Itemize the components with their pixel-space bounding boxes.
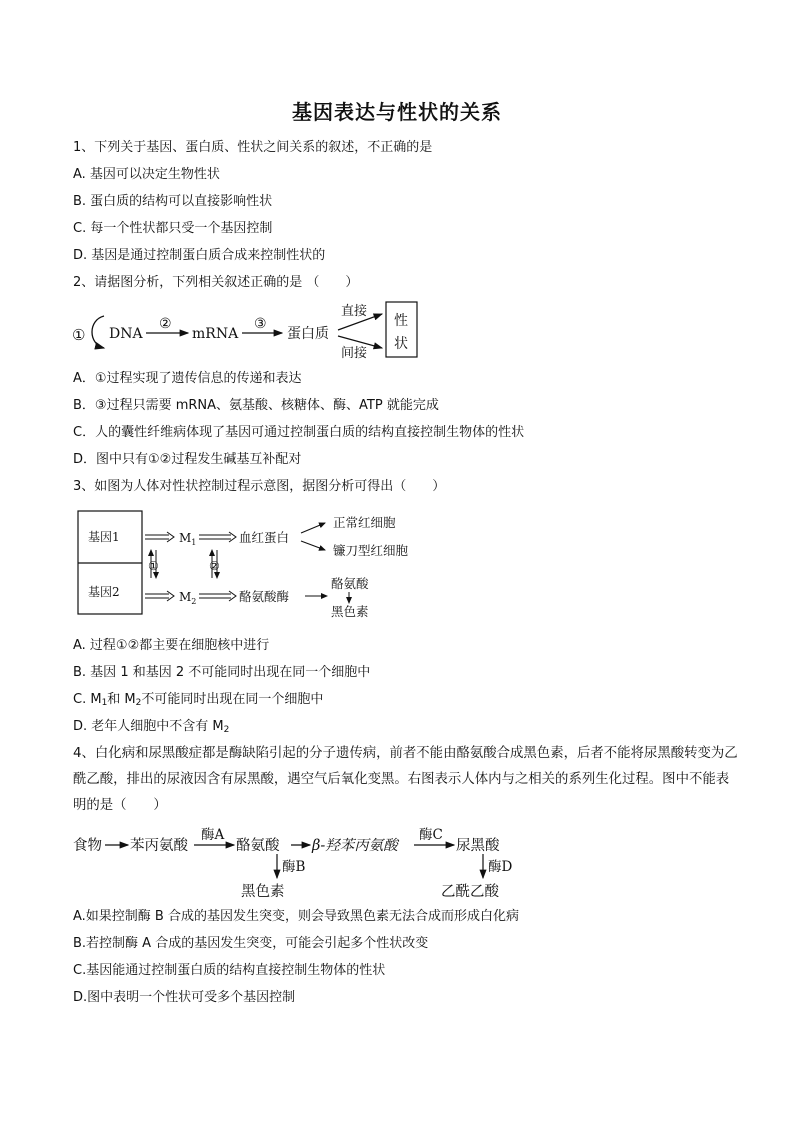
q3-option-a: A. 过程①②都主要在细胞核中进行 [73, 638, 270, 653]
q3-diagram [75, 508, 435, 620]
q4-option-d: D.图中表明一个性状可受多个基因控制 [73, 990, 296, 1005]
q3-double-arrow-m2-tyrosinase [199, 591, 236, 601]
q2-diagram [70, 300, 430, 362]
q2-direct-label: 直接 [341, 304, 368, 319]
q3-double-arrow-m1-hemoglobin [199, 532, 236, 542]
q2-step1-label: ① [72, 326, 86, 344]
q2-option-a: A．①过程实现了遗传信息的传递和表达 [73, 371, 302, 386]
q2-dna: DNA [109, 326, 143, 342]
q1-stem: 1、下列关于基因、蛋白质、性状之间关系的叙述，不正确的是 [73, 140, 433, 155]
q1-option-c: C. 每一个性状都只受一个基因控制 [73, 221, 273, 236]
q3-stem: 3、如图为人体对性状控制过程示意图，据图分析可得出（ ） [73, 479, 446, 494]
q1-option-a: A. 基因可以决定生物性状 [73, 167, 220, 182]
q3-arrow-sickle [301, 541, 325, 550]
q3-tyrosine: 酪氨酸 [331, 576, 369, 591]
q2-trait-char-1: 性 [394, 313, 408, 329]
q4-enzC: 酶C [419, 827, 443, 843]
q3-option-c: C. $M_1$和 $M_2$不可能同时出现在同一个细胞中 [73, 692, 324, 708]
q3-melanin: 黑色素 [331, 604, 369, 619]
q2-step2-label: ② [159, 316, 172, 332]
q2-self-loop-arrow [92, 316, 104, 348]
q4-enzA: 酶A [201, 827, 225, 843]
q3-step2: ② [209, 559, 220, 573]
q3-normal-rbc: 正常红细胞 [333, 515, 396, 530]
q4-stem: 4、白化病和尿黑酸症都是酶缺陷引起的分子遗传病，前者不能由酪氨酸合成黑色素，后者不能将尿黑酸转变为乙酰乙酸，排出的尿液因含有尿黑酸，遇空气后氧化变黑。右图表示人体内与之相关的系列生化过程。图中不能表明的是（ ） [73, 746, 738, 813]
q4-option-a: A.如果控制酶 B 合成的基因发生突变，则会导致黑色素无法合成而形成白化病 [73, 909, 519, 924]
q4-enzB: 酶B [282, 859, 306, 875]
q4-option-c: C.基因能通过控制蛋白质的结构直接控制生物体的性状 [73, 963, 386, 978]
q4-tyr: 酪氨酸 [236, 838, 280, 854]
q3-sickle-rbc: 镰刀型红细胞 [333, 543, 409, 558]
q2-stem: 2、请据图分析，下列相关叙述正确的是 （ ） [73, 275, 359, 290]
q3-arrow-normal [301, 523, 325, 533]
q4-melanin: 黑色素 [241, 884, 285, 900]
q2-indirect-label: 间接 [341, 346, 368, 361]
q4-enzD: 酶D [488, 859, 513, 875]
q3-option-d: D. 老年人细胞中不含有 $M_2$ [73, 719, 230, 735]
q3-double-arrow-gene1-m1 [145, 532, 174, 542]
q2-mrna: mRNA [192, 326, 239, 342]
q4-food: 食物 [73, 838, 102, 854]
q4-hga: 尿黑酸 [456, 838, 500, 854]
q3-m1: $M_1$ [179, 531, 197, 547]
q3-gene2: 基因2 [88, 585, 120, 599]
q4-option-b: B.若控制酶 A 合成的基因发生突变，可能会引起多个性状改变 [73, 936, 429, 951]
q4-diagram [70, 826, 550, 902]
q2-option-b: B．③过程只需要 mRNA、氨基酸、核糖体、酶、ATP 就能完成 [73, 398, 439, 413]
q4-hpp: β-羟苯丙氨酸 [312, 838, 398, 854]
q1-option-b: B. 蛋白质的结构可以直接影响性状 [73, 194, 273, 209]
page-title: 基因表达与性状的关系 [292, 100, 502, 124]
q3-option-b: B. 基因 1 和基因 2 不可能同时出现在同一个细胞中 [73, 665, 371, 680]
q3-m2: $M_2$ [179, 590, 197, 606]
q3-step1: ① [148, 559, 159, 573]
q3-tyrosinase: 酪氨酸酶 [239, 589, 290, 604]
q3-double-arrow-gene2-m2 [145, 591, 174, 601]
q2-step3-label: ③ [254, 316, 267, 332]
q3-gene1: 基因1 [88, 530, 120, 544]
q4-phe: 苯丙氨酸 [130, 838, 188, 854]
q2-protein: 蛋白质 [287, 326, 329, 342]
q3-hemoglobin: 血红蛋白 [239, 530, 290, 545]
q2-option-c: C．人的囊性纤维病体现了基因可通过控制蛋白质的结构直接控制生物体的性状 [73, 425, 525, 440]
q4-acetoacetate: 乙酰乙酸 [441, 884, 499, 900]
q2-option-d: D．图中只有①②过程发生碱基互补配对 [73, 452, 302, 467]
q1-option-d: D. 基因是通过控制蛋白质合成来控制性状的 [73, 248, 326, 263]
q2-trait-char-2: 状 [394, 336, 408, 352]
